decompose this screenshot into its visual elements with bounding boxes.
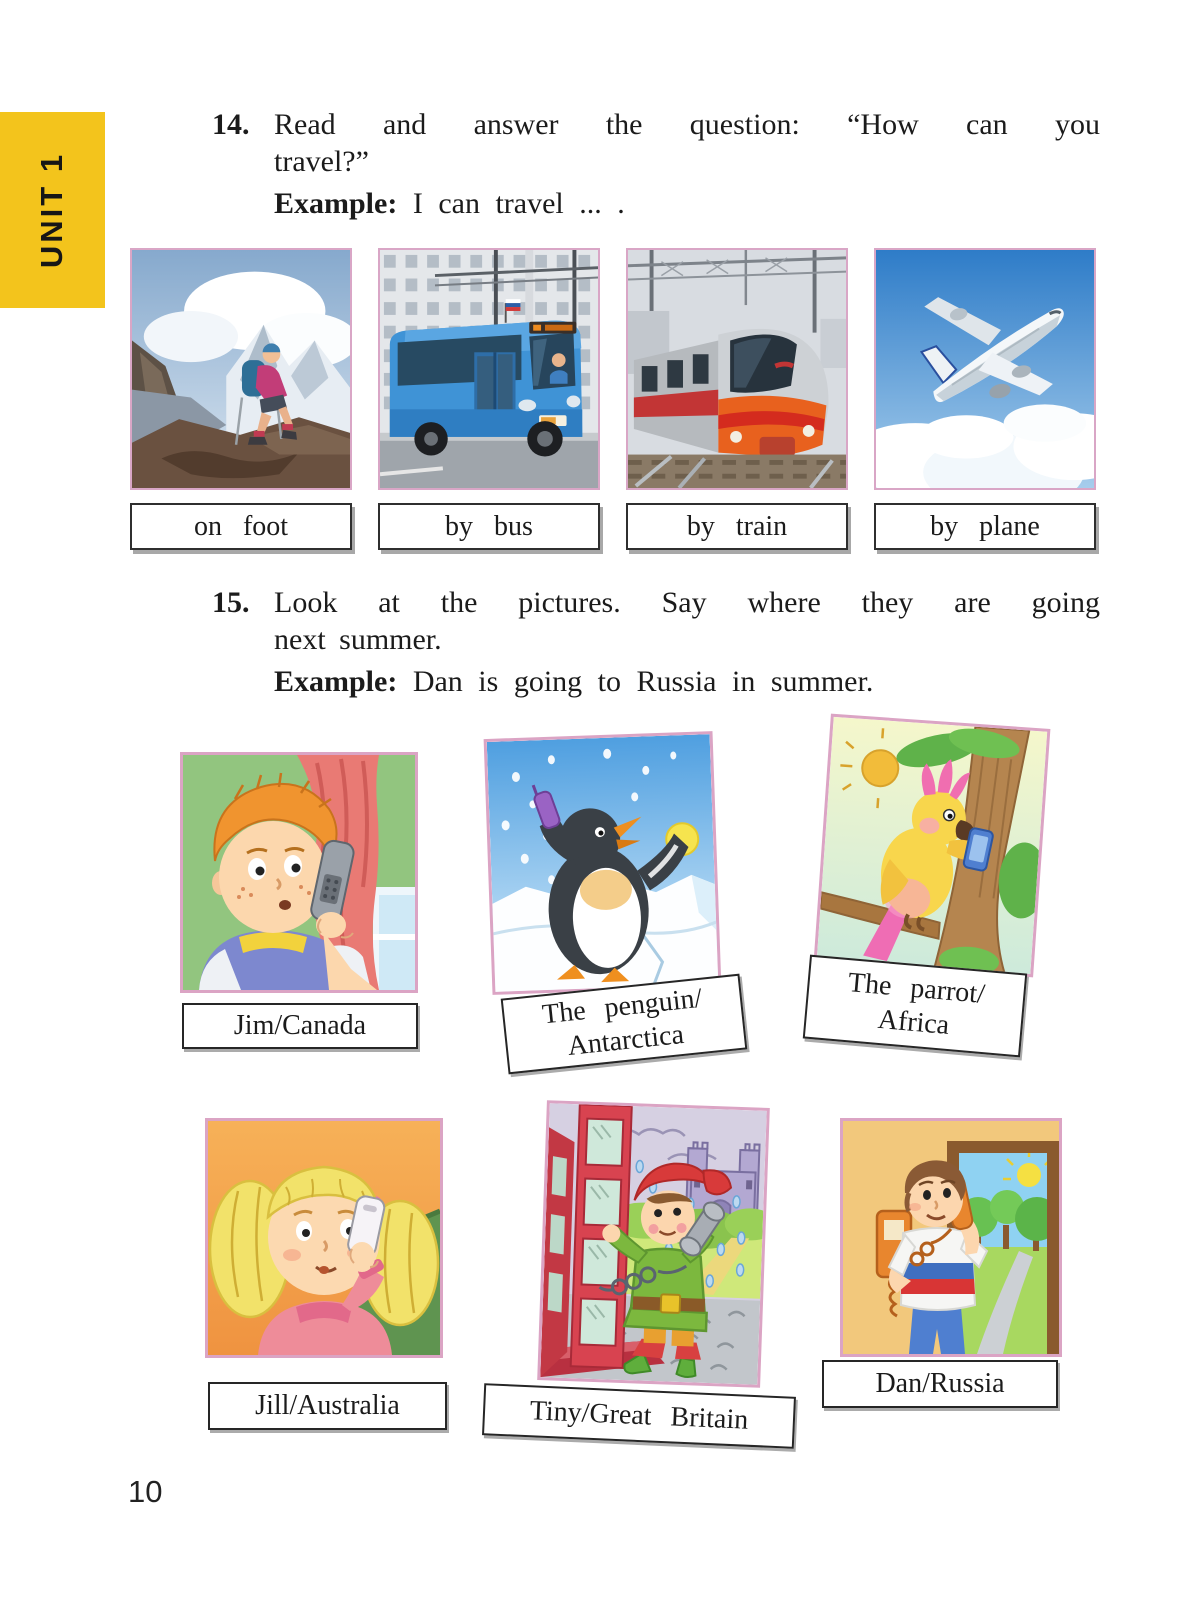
train-photo (626, 248, 848, 490)
exercise-15-line2: next summer. (274, 623, 442, 656)
bus-photo (378, 248, 600, 490)
tiny-cartoon (540, 1103, 766, 1384)
caption-label-line1: The parrot/ (846, 967, 987, 1010)
unit-tab-label: UNIT 1 (34, 151, 70, 269)
hiker-photo-illustration (132, 250, 350, 488)
caption-on-foot (130, 503, 352, 550)
illustration-jim (180, 752, 418, 993)
exercise-14-example (274, 185, 1100, 222)
caption-label: Dan/Russia (875, 1368, 1005, 1399)
exercise-15-example (274, 663, 1100, 700)
exercise-14-line1: Read and answer the question: “How can you (274, 108, 1100, 141)
plane-photo (874, 248, 1096, 490)
caption-label: Jim/Canada (233, 1010, 367, 1041)
caption-label-line2: Africa (876, 1003, 951, 1041)
jill-cartoon (208, 1121, 440, 1355)
caption-label: by bus (445, 510, 533, 542)
example-label: Example: (274, 187, 398, 220)
travel-card-by-bus (378, 248, 600, 550)
exercise-14-number: 14. (212, 108, 250, 141)
caption-by-bus (378, 503, 600, 550)
parrot-cartoon (817, 717, 1047, 974)
example-text: I can travel ... . (412, 187, 625, 220)
caption-jim-canada (182, 1003, 418, 1049)
exercise-15-line1: Look at the pictures. Say where they are going (274, 586, 1100, 619)
travel-card-by-train (626, 248, 848, 550)
exercise-14-line2: travel?” (274, 145, 369, 178)
caption-jill-australia (208, 1382, 447, 1430)
exercise-14 (212, 106, 1100, 222)
caption-label-line2: Antarctica (566, 1018, 686, 1062)
exercise-15 (212, 584, 1100, 700)
caption-label: on foot (193, 510, 289, 542)
bus-photo-illustration (380, 250, 598, 488)
caption-parrot-africa (803, 955, 1027, 1058)
caption-by-train (626, 503, 848, 550)
illustration-jill (205, 1118, 443, 1358)
exercise-15-number: 15. (212, 586, 250, 619)
illustration-parrot (814, 714, 1051, 978)
illustration-dan (840, 1118, 1062, 1357)
hiker-photo (130, 248, 352, 490)
penguin-cartoon (487, 734, 719, 992)
caption-label: by plane (930, 510, 1040, 542)
train-photo-illustration (628, 250, 846, 488)
travel-card-on-foot (130, 248, 352, 550)
page-number: 10 (128, 1474, 163, 1509)
plane-photo-illustration (876, 250, 1094, 488)
caption-label: Jill/Australia (255, 1390, 400, 1421)
travel-card-by-plane (874, 248, 1096, 550)
caption-tiny-great-britain (482, 1383, 796, 1449)
example-label: Example: (274, 665, 398, 698)
unit-tab (0, 112, 105, 308)
caption-label: by train (686, 510, 788, 542)
example-text: Dan is going to Russia in summer. (412, 665, 874, 698)
illustration-penguin (484, 731, 722, 995)
caption-by-plane (874, 503, 1096, 550)
caption-label: Tiny/Great Britain (529, 1395, 749, 1436)
dan-cartoon (843, 1121, 1059, 1354)
caption-label-line1: The penguin/ (540, 982, 704, 1031)
illustration-tiny (537, 1100, 770, 1388)
jim-cartoon (183, 755, 415, 990)
caption-dan-russia (822, 1360, 1058, 1408)
